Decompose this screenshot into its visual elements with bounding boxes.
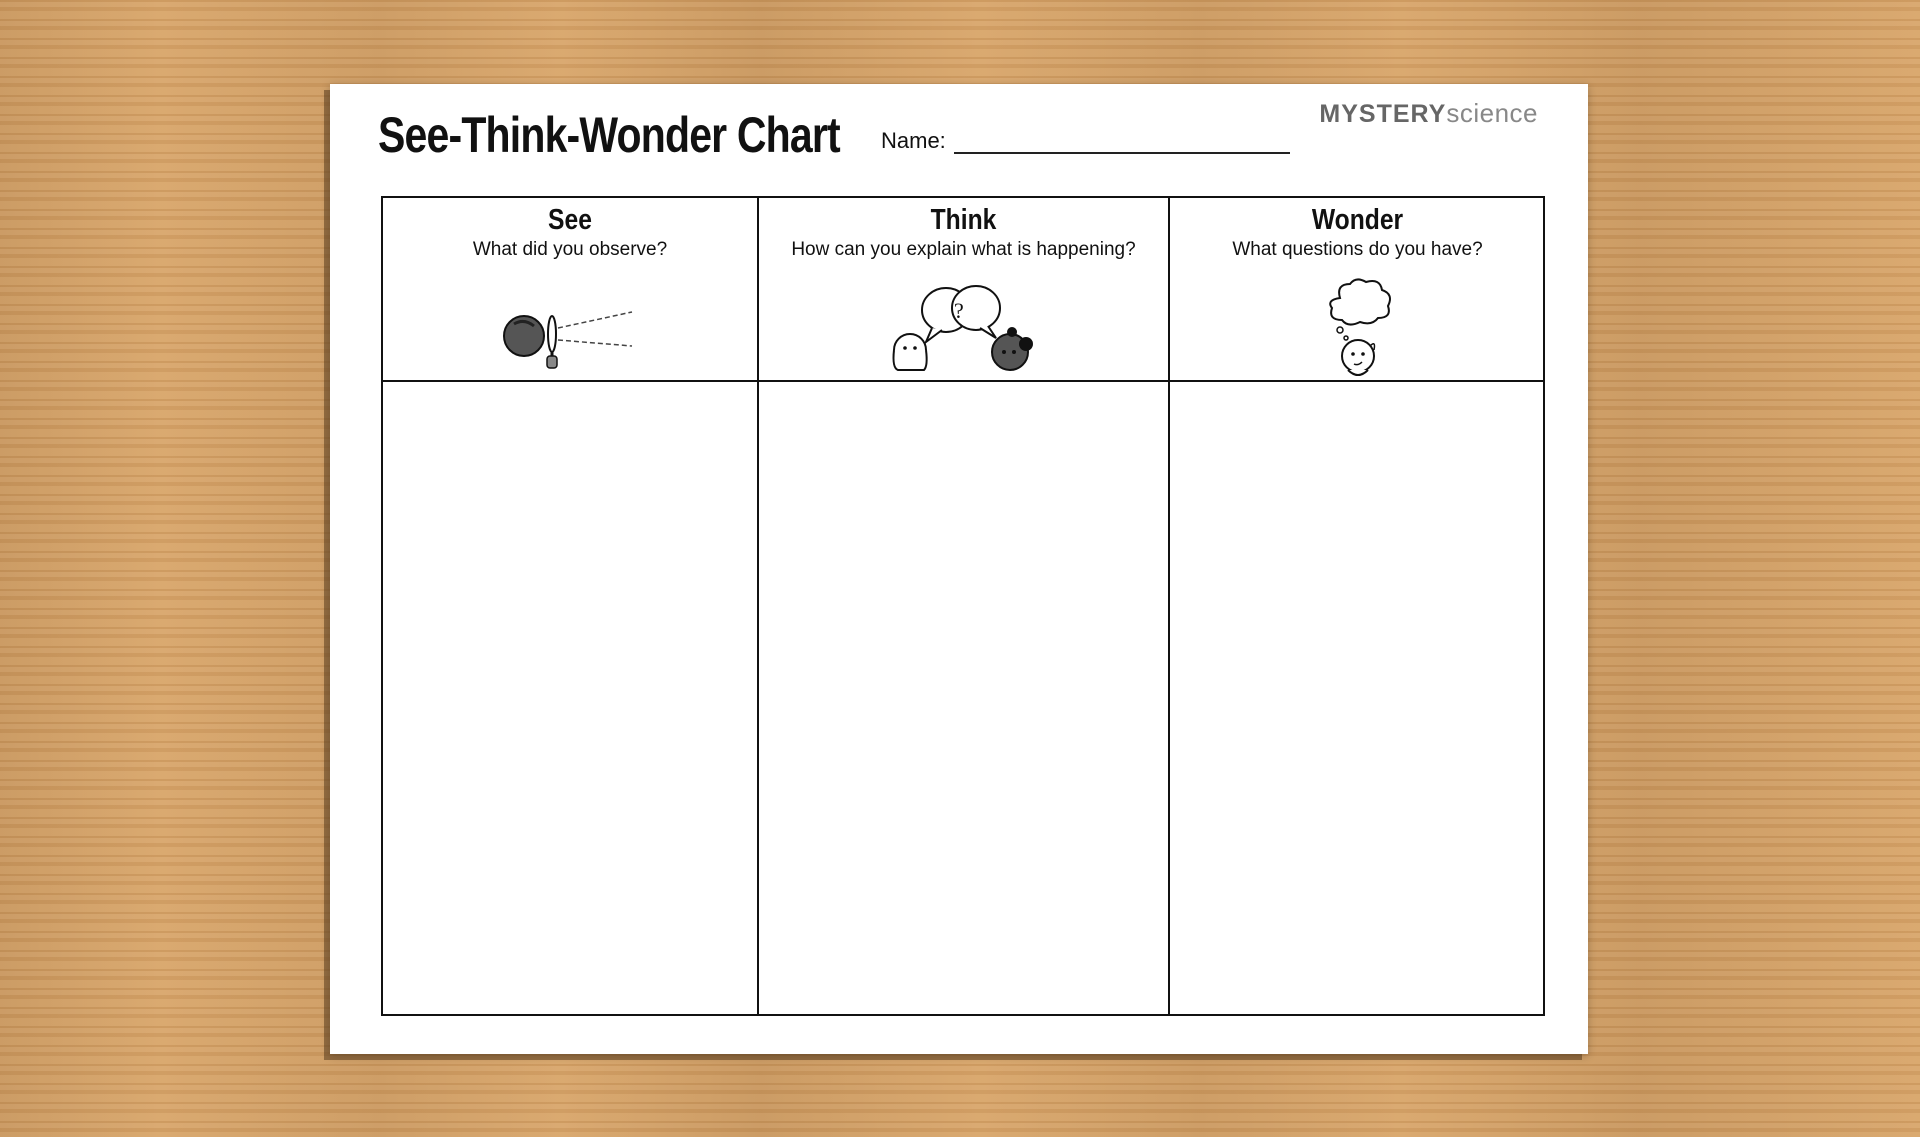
- header-see: [383, 198, 757, 380]
- column-heading: See: [548, 204, 592, 236]
- column-heading: Think: [930, 204, 997, 236]
- name-field: [881, 128, 1290, 154]
- name-label: Name:: [881, 128, 946, 153]
- brand-secondary: science: [1446, 98, 1538, 128]
- brand-logo: [1319, 98, 1538, 129]
- brand-primary: MYSTERY: [1319, 100, 1447, 128]
- column-prompt: What did you observe?: [472, 239, 668, 260]
- header-think: [759, 198, 1168, 380]
- eye-magnifier-icon: [500, 298, 640, 378]
- worksheet-page: [330, 84, 1588, 1054]
- page-title: See-Think-Wonder Chart: [378, 107, 840, 163]
- thought-cloud-icon: [1318, 276, 1398, 380]
- svg-text:?: ?: [953, 298, 964, 323]
- name-blank-line: [954, 132, 1290, 154]
- wonder-answer-area[interactable]: [1170, 382, 1545, 1014]
- see-answer-area[interactable]: [383, 382, 757, 1014]
- think-answer-area[interactable]: [759, 382, 1168, 1014]
- discussion-bubbles-icon: [884, 282, 1044, 378]
- column-heading: Wonder: [1311, 204, 1404, 236]
- see-think-wonder-table: [381, 196, 1545, 1016]
- header-wonder: [1170, 198, 1545, 380]
- column-prompt: How can you explain what is happening?: [791, 239, 1136, 260]
- column-prompt: What questions do you have?: [1232, 239, 1483, 260]
